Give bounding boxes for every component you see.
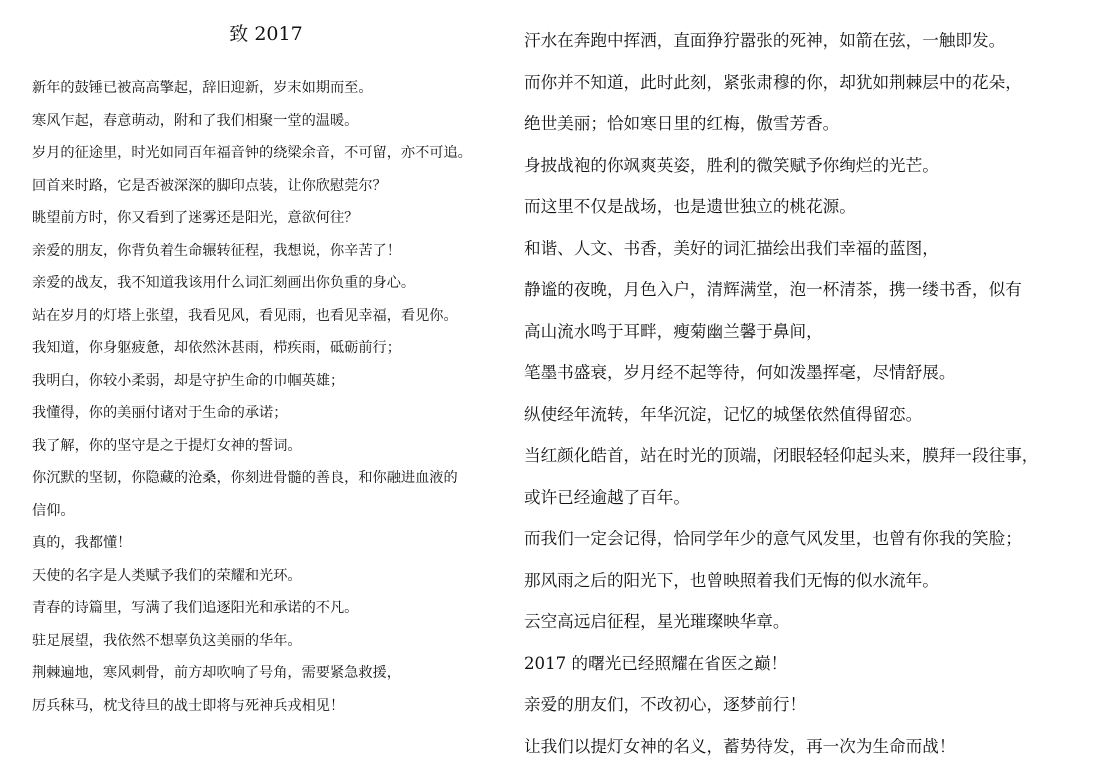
text-line: 岁月的征途里，时光如同百年福音钟的绕梁余音，不可留，亦不可追。 [32, 145, 472, 161]
text-line: 你沉默的坚韧，你隐藏的沧桑，你刻进骨髓的善良，和你融进血液的 [32, 470, 458, 486]
text-line: 信仰。 [32, 502, 75, 519]
text-line: 身披战袍的你飒爽英姿，胜利的微笑赋予你绚烂的光芒。 [524, 155, 939, 175]
text-line: 我明白，你较小柔弱，却是守护生命的巾帼英雄； [32, 372, 345, 389]
text-line: 我懂得，你的美丽付诸对于生命的承诺； [32, 405, 288, 421]
page-title: 致 2017 [229, 23, 303, 45]
right-text-block [524, 20, 1091, 767]
text-line: 云空高远启征程，星光璀璨映华章。 [524, 612, 790, 631]
left-text-block [32, 72, 510, 722]
text-line: 而你并不知道，此时此刻，紧张肃穆的你，却犹如荆棘层中的花朵， [524, 72, 1022, 92]
text-line: 或许已经逾越了百年。 [524, 487, 690, 507]
text-line: 笔墨书盛衰，岁月经不起等待，何如泼墨挥毫，尽情舒展。 [524, 363, 956, 382]
text-line: 眺望前方时，你又看到了迷雾还是阳光，意欲何往？ [32, 210, 359, 226]
text-line: 我了解，你的坚守是之于提灯女神的誓词。 [32, 437, 302, 454]
text-line: 亲爱的朋友们，不改初心，逐梦前行！ [524, 695, 807, 714]
text-line: 而这里不仅是战场，也是遗世独立的桃花源。 [524, 197, 856, 216]
text-line: 荆棘遍地，寒风刺骨，前方却吹响了号角，需要紧急救援， [32, 665, 401, 681]
right-column [521, 0, 1091, 773]
text-line: 亲爱的战友，我不知道我该用什么词汇刻画出你负重的身心。 [32, 275, 416, 291]
text-line: 寒风乍起，春意萌动，附和了我们相聚一堂的温暖。 [32, 112, 359, 129]
text-line: 高山流水鸣于耳畔，瘦菊幽兰馨于鼻间， [524, 321, 823, 341]
text-line: 站在岁月的灯塔上张望，我看见风，看见雨，也看见幸福，看见你。 [32, 307, 458, 324]
text-line: 亲爱的朋友，你背负着生命辗转征程，我想说，你辛苦了！ [32, 242, 401, 259]
text-line: 当红颜化皓首，站在时光的顶端，闭眼轻轻仰起头来，膜拜一段往事， [524, 446, 1039, 465]
text-line: 那风雨之后的阳光下，也曾映照着我们无悔的似水流年。 [524, 570, 939, 590]
text-line: 纵使经年流转，年华沉淀，记忆的城堡依然值得留恋。 [524, 404, 923, 424]
text-line: 和谐、人文、书香，美好的词汇描绘出我们幸福的蓝图， [524, 238, 939, 258]
text-line: 回首来时路，它是否被深深的脚印点装，让你欣慰莞尔？ [32, 177, 387, 194]
text-line: 驻足展望，我依然不想辜负这美丽的华年。 [32, 632, 302, 649]
text-line: 2017 的曙光已经照耀在省医之巅！ [524, 653, 788, 673]
left-column [22, 0, 510, 773]
text-line: 静谧的夜晚，月色入户，清辉满堂，泡一杯清茶，携一缕书香，似有 [524, 280, 1022, 299]
text-line: 绝世美丽；恰如寒日里的红梅，傲雪芳香。 [524, 114, 840, 133]
text-line: 天使的名字是人类赋予我们的荣耀和光环。 [32, 567, 302, 584]
text-line: 厉兵秣马，枕戈待旦的战士即将与死神兵戎相见！ [32, 697, 345, 714]
text-line: 真的，我都懂！ [32, 535, 132, 551]
text-line: 我知道，你身躯疲惫，却依然沐甚雨，栉疾雨，砥砺前行； [32, 340, 401, 356]
text-line: 新年的鼓锤已被高高擎起，辞旧迎新，岁末如期而至。 [32, 80, 373, 96]
text-line: 让我们以提灯女神的名义，蓄势待发，再一次为生命而战！ [524, 736, 956, 756]
text-line: 而我们一定会记得，恰同学年少的意气风发里，也曾有你我的笑脸； [524, 529, 1022, 548]
text-line: 汗水在奔跑中挥洒，直面狰狞嚣张的死神，如箭在弦，一触即发。 [524, 31, 1006, 50]
text-line: 青春的诗篇里，写满了我们追逐阳光和承诺的不凡。 [32, 600, 359, 616]
